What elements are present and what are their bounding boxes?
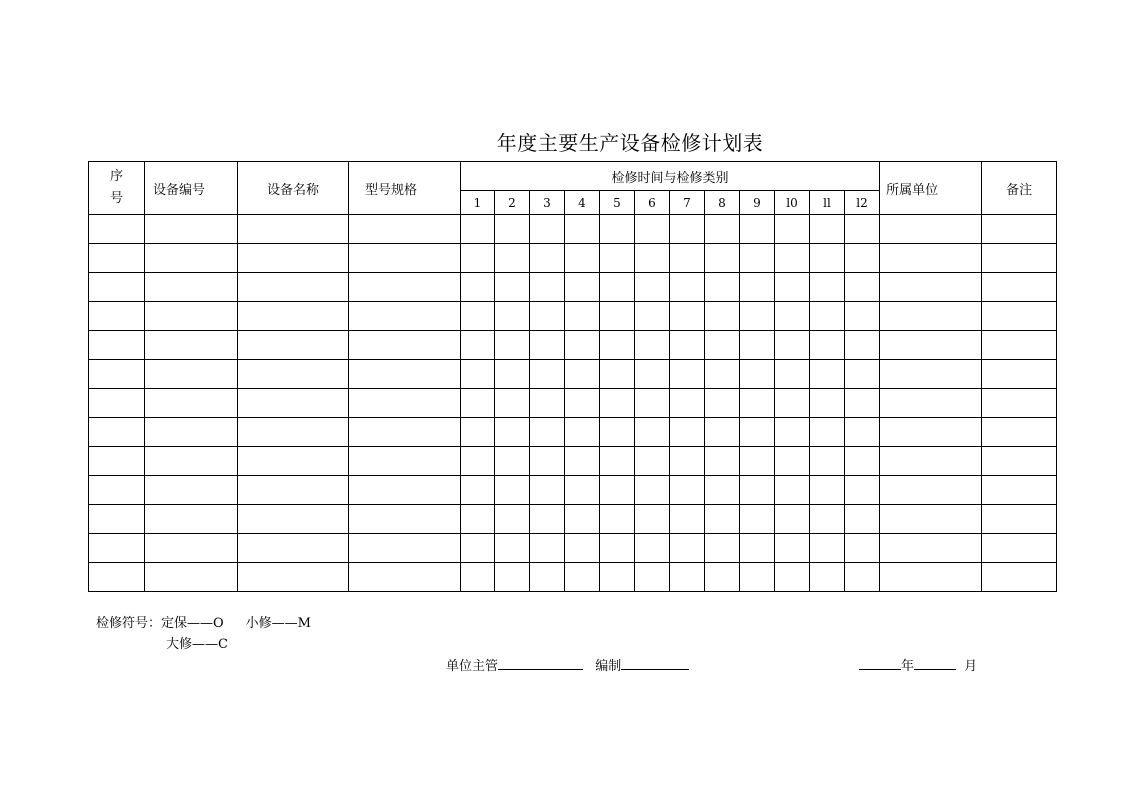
table-cell[interactable] bbox=[495, 563, 530, 592]
table-cell[interactable] bbox=[530, 302, 565, 331]
header-schedule-group: 检修时间与检修类别 bbox=[461, 162, 880, 191]
table-cell[interactable] bbox=[635, 534, 670, 563]
table-cell[interactable] bbox=[461, 505, 495, 534]
table-cell[interactable] bbox=[845, 563, 880, 592]
table-cell[interactable] bbox=[495, 447, 530, 476]
table-cell[interactable] bbox=[810, 244, 845, 273]
month-header-cell: 3 bbox=[530, 191, 565, 215]
table-cell[interactable] bbox=[880, 244, 982, 273]
table-cell[interactable] bbox=[775, 447, 810, 476]
table-cell[interactable] bbox=[775, 505, 810, 534]
table-cell[interactable] bbox=[89, 244, 145, 273]
table-cell[interactable] bbox=[810, 505, 845, 534]
table-row bbox=[89, 447, 1057, 476]
table-cell[interactable] bbox=[705, 244, 740, 273]
month-header-cell: 7 bbox=[670, 191, 705, 215]
table-cell[interactable] bbox=[775, 534, 810, 563]
table-row bbox=[89, 360, 1057, 389]
table-cell[interactable] bbox=[565, 273, 600, 302]
table-cell[interactable] bbox=[461, 418, 495, 447]
table-cell[interactable] bbox=[495, 360, 530, 389]
table-cell[interactable] bbox=[495, 244, 530, 273]
table-cell[interactable] bbox=[740, 447, 775, 476]
table-cell[interactable] bbox=[145, 215, 238, 244]
table-cell[interactable] bbox=[145, 273, 238, 302]
table-cell[interactable] bbox=[845, 418, 880, 447]
table-cell[interactable] bbox=[810, 563, 845, 592]
table-cell[interactable] bbox=[982, 563, 1057, 592]
table-cell[interactable] bbox=[810, 360, 845, 389]
month-header-cell: 1 bbox=[461, 191, 495, 215]
table-cell[interactable] bbox=[530, 447, 565, 476]
table-cell[interactable] bbox=[565, 505, 600, 534]
legend-line-1 bbox=[96, 613, 311, 634]
table-cell[interactable] bbox=[238, 505, 349, 534]
table-cell[interactable] bbox=[238, 476, 349, 505]
table-cell[interactable] bbox=[705, 389, 740, 418]
table-cell[interactable] bbox=[145, 418, 238, 447]
table-cell[interactable] bbox=[600, 273, 635, 302]
table-row bbox=[89, 476, 1057, 505]
table-cell[interactable] bbox=[705, 215, 740, 244]
table-cell[interactable] bbox=[635, 331, 670, 360]
table-cell[interactable] bbox=[705, 563, 740, 592]
table-cell[interactable] bbox=[89, 215, 145, 244]
document-title: 年度主要生产设备检修计划表 bbox=[496, 131, 764, 155]
table-cell[interactable] bbox=[810, 331, 845, 360]
table-cell[interactable] bbox=[670, 389, 705, 418]
table-cell[interactable] bbox=[705, 273, 740, 302]
table-cell[interactable] bbox=[705, 505, 740, 534]
table-cell[interactable] bbox=[670, 447, 705, 476]
table-cell[interactable] bbox=[495, 505, 530, 534]
maintenance-plan-table bbox=[88, 161, 1057, 592]
table-row bbox=[89, 244, 1057, 273]
table-cell[interactable] bbox=[495, 389, 530, 418]
table-cell[interactable] bbox=[810, 418, 845, 447]
table-cell[interactable] bbox=[89, 447, 145, 476]
editor-signature-line[interactable] bbox=[621, 655, 689, 670]
table-cell[interactable] bbox=[775, 418, 810, 447]
table-cell[interactable] bbox=[145, 563, 238, 592]
table-cell[interactable] bbox=[495, 273, 530, 302]
header-seq-label: 序号 bbox=[110, 169, 124, 206]
table-cell[interactable] bbox=[600, 447, 635, 476]
table-cell[interactable] bbox=[530, 389, 565, 418]
month-label: 月 bbox=[964, 659, 978, 674]
table-cell[interactable] bbox=[461, 244, 495, 273]
table-cell[interactable] bbox=[982, 389, 1057, 418]
supervisor-label: 单位主管 bbox=[446, 659, 499, 674]
table-cell[interactable] bbox=[880, 563, 982, 592]
table-cell[interactable] bbox=[461, 360, 495, 389]
table-cell[interactable] bbox=[880, 360, 982, 389]
table-cell[interactable] bbox=[845, 476, 880, 505]
header-unit: 所属单位 bbox=[880, 162, 982, 215]
table-cell[interactable] bbox=[635, 418, 670, 447]
table-cell[interactable] bbox=[670, 563, 705, 592]
table-cell[interactable] bbox=[705, 360, 740, 389]
table-cell[interactable] bbox=[238, 331, 349, 360]
table-cell[interactable] bbox=[635, 505, 670, 534]
table-cell[interactable] bbox=[810, 534, 845, 563]
table-cell[interactable] bbox=[145, 360, 238, 389]
table-cell[interactable] bbox=[845, 215, 880, 244]
table-row bbox=[89, 389, 1057, 418]
table-cell[interactable] bbox=[670, 244, 705, 273]
table-cell[interactable] bbox=[670, 476, 705, 505]
table-cell[interactable] bbox=[461, 389, 495, 418]
table-cell[interactable] bbox=[565, 215, 600, 244]
table-cell[interactable] bbox=[89, 331, 145, 360]
table-cell[interactable] bbox=[530, 418, 565, 447]
table-cell[interactable] bbox=[145, 389, 238, 418]
table-row bbox=[89, 534, 1057, 563]
month-header-cell: ll bbox=[810, 191, 845, 215]
month-header-cell: 2 bbox=[495, 191, 530, 215]
table-cell[interactable] bbox=[565, 302, 600, 331]
table-cell[interactable] bbox=[530, 331, 565, 360]
table-cell[interactable] bbox=[810, 273, 845, 302]
table-cell[interactable] bbox=[461, 447, 495, 476]
table-cell[interactable] bbox=[880, 302, 982, 331]
table-cell[interactable] bbox=[810, 447, 845, 476]
table-cell[interactable] bbox=[775, 244, 810, 273]
table-cell[interactable] bbox=[845, 534, 880, 563]
table-cell[interactable] bbox=[461, 563, 495, 592]
table-cell[interactable] bbox=[565, 447, 600, 476]
table-cell[interactable] bbox=[982, 244, 1057, 273]
table-cell[interactable] bbox=[495, 534, 530, 563]
table-cell[interactable] bbox=[880, 476, 982, 505]
table-cell[interactable] bbox=[635, 447, 670, 476]
month-header-cell: 9 bbox=[740, 191, 775, 215]
table-cell[interactable] bbox=[810, 389, 845, 418]
legend-routine: 检修符号：定保——O bbox=[96, 616, 224, 631]
table-cell[interactable] bbox=[705, 302, 740, 331]
table-cell[interactable] bbox=[670, 534, 705, 563]
year-label: 年 bbox=[901, 659, 915, 674]
table-cell[interactable] bbox=[145, 447, 238, 476]
header-model: 型号规格 bbox=[349, 162, 461, 215]
table-row bbox=[89, 418, 1057, 447]
table-cell[interactable] bbox=[845, 302, 880, 331]
table-cell[interactable] bbox=[845, 273, 880, 302]
table-cell[interactable] bbox=[880, 418, 982, 447]
table-cell[interactable] bbox=[89, 389, 145, 418]
table-cell[interactable] bbox=[740, 505, 775, 534]
table-cell[interactable] bbox=[635, 389, 670, 418]
table-cell[interactable] bbox=[530, 505, 565, 534]
editor-label: 编制 bbox=[595, 659, 622, 674]
table-cell[interactable] bbox=[89, 563, 145, 592]
table-cell[interactable] bbox=[89, 476, 145, 505]
table-cell[interactable] bbox=[565, 244, 600, 273]
header-remark: 备注 bbox=[982, 162, 1057, 215]
table-cell[interactable] bbox=[461, 476, 495, 505]
table-cell[interactable] bbox=[775, 360, 810, 389]
table-cell[interactable] bbox=[530, 273, 565, 302]
table-cell[interactable] bbox=[670, 215, 705, 244]
table-cell[interactable] bbox=[775, 389, 810, 418]
table-cell[interactable] bbox=[982, 302, 1057, 331]
table-cell[interactable] bbox=[740, 563, 775, 592]
table-cell[interactable] bbox=[145, 534, 238, 563]
table-row bbox=[89, 302, 1057, 331]
table-cell[interactable] bbox=[880, 273, 982, 302]
table-cell[interactable] bbox=[600, 418, 635, 447]
table-cell[interactable] bbox=[238, 534, 349, 563]
table-cell[interactable] bbox=[635, 360, 670, 389]
table-cell[interactable] bbox=[670, 302, 705, 331]
table-cell[interactable] bbox=[705, 476, 740, 505]
table-cell[interactable] bbox=[775, 563, 810, 592]
table-cell[interactable] bbox=[775, 215, 810, 244]
table-cell[interactable] bbox=[349, 418, 461, 447]
table-cell[interactable] bbox=[145, 505, 238, 534]
table-cell[interactable] bbox=[145, 476, 238, 505]
table-cell[interactable] bbox=[880, 389, 982, 418]
table-cell[interactable] bbox=[461, 331, 495, 360]
table-cell[interactable] bbox=[349, 505, 461, 534]
table-cell[interactable] bbox=[145, 331, 238, 360]
table-cell[interactable] bbox=[530, 360, 565, 389]
table-cell[interactable] bbox=[670, 360, 705, 389]
table-cell[interactable] bbox=[565, 534, 600, 563]
month-header-cell: 5 bbox=[600, 191, 635, 215]
table-cell[interactable] bbox=[349, 534, 461, 563]
table-cell[interactable] bbox=[880, 447, 982, 476]
date-block bbox=[859, 655, 977, 674]
table-row bbox=[89, 563, 1057, 592]
table-cell[interactable] bbox=[740, 476, 775, 505]
table-cell[interactable] bbox=[600, 534, 635, 563]
table-cell[interactable] bbox=[635, 244, 670, 273]
table-cell[interactable] bbox=[705, 418, 740, 447]
table-cell[interactable] bbox=[740, 273, 775, 302]
table-cell[interactable] bbox=[495, 215, 530, 244]
table-cell[interactable] bbox=[600, 476, 635, 505]
table-cell[interactable] bbox=[670, 418, 705, 447]
table-cell[interactable] bbox=[670, 273, 705, 302]
table-cell[interactable] bbox=[238, 302, 349, 331]
table-cell[interactable] bbox=[845, 244, 880, 273]
table-cell[interactable] bbox=[349, 302, 461, 331]
table-cell[interactable] bbox=[880, 215, 982, 244]
table-cell[interactable] bbox=[705, 447, 740, 476]
table-cell[interactable] bbox=[845, 447, 880, 476]
month-header-cell: 6 bbox=[635, 191, 670, 215]
legend-major: 大修——C bbox=[166, 637, 228, 652]
table-cell[interactable] bbox=[495, 302, 530, 331]
table-cell[interactable] bbox=[461, 273, 495, 302]
table-cell[interactable] bbox=[845, 505, 880, 534]
table-cell[interactable] bbox=[565, 331, 600, 360]
table-cell[interactable] bbox=[238, 244, 349, 273]
table-cell[interactable] bbox=[775, 273, 810, 302]
table-cell[interactable] bbox=[530, 244, 565, 273]
table-cell[interactable] bbox=[238, 360, 349, 389]
month-header-cell: 4 bbox=[565, 191, 600, 215]
table-cell[interactable] bbox=[238, 418, 349, 447]
table-cell[interactable] bbox=[845, 331, 880, 360]
table-cell[interactable] bbox=[565, 563, 600, 592]
table-cell[interactable] bbox=[810, 476, 845, 505]
month-header-cell: 8 bbox=[705, 191, 740, 215]
table-cell[interactable] bbox=[740, 331, 775, 360]
table-cell[interactable] bbox=[740, 360, 775, 389]
table-row bbox=[89, 331, 1057, 360]
table-cell[interactable] bbox=[740, 302, 775, 331]
supervisor-signature-line[interactable] bbox=[498, 655, 583, 670]
table-cell[interactable] bbox=[880, 534, 982, 563]
table-cell[interactable] bbox=[982, 505, 1057, 534]
table-cell[interactable] bbox=[349, 273, 461, 302]
table-cell[interactable] bbox=[600, 360, 635, 389]
table-cell[interactable] bbox=[495, 331, 530, 360]
table-cell[interactable] bbox=[349, 360, 461, 389]
table-cell[interactable] bbox=[705, 331, 740, 360]
table-cell[interactable] bbox=[89, 534, 145, 563]
table-cell[interactable] bbox=[600, 331, 635, 360]
legend bbox=[96, 613, 311, 655]
table-cell[interactable] bbox=[461, 534, 495, 563]
table-cell[interactable] bbox=[600, 302, 635, 331]
table-cell[interactable] bbox=[740, 418, 775, 447]
table-cell[interactable] bbox=[635, 273, 670, 302]
table-row bbox=[89, 505, 1057, 534]
table-cell[interactable] bbox=[635, 302, 670, 331]
table-cell[interactable] bbox=[89, 360, 145, 389]
header-equip-no: 设备编号 bbox=[145, 162, 238, 215]
table-cell[interactable] bbox=[600, 215, 635, 244]
table-cell[interactable] bbox=[238, 215, 349, 244]
month-header-cell: l2 bbox=[845, 191, 880, 215]
table-cell[interactable] bbox=[349, 447, 461, 476]
month-header-cell: l0 bbox=[775, 191, 810, 215]
table-cell[interactable] bbox=[530, 563, 565, 592]
table-row bbox=[89, 273, 1057, 302]
table-body bbox=[89, 215, 1057, 592]
table-cell[interactable] bbox=[565, 418, 600, 447]
table-cell[interactable] bbox=[349, 563, 461, 592]
table-cell[interactable] bbox=[349, 389, 461, 418]
table-cell[interactable] bbox=[89, 302, 145, 331]
legend-minor: 小修——M bbox=[245, 616, 311, 631]
table-cell[interactable] bbox=[530, 215, 565, 244]
table-cell[interactable] bbox=[982, 447, 1057, 476]
table-cell[interactable] bbox=[238, 389, 349, 418]
table-cell[interactable] bbox=[349, 476, 461, 505]
table-cell[interactable] bbox=[740, 215, 775, 244]
table-cell[interactable] bbox=[238, 563, 349, 592]
table-cell[interactable] bbox=[845, 389, 880, 418]
table-cell[interactable] bbox=[349, 215, 461, 244]
table-cell[interactable] bbox=[982, 418, 1057, 447]
table-cell[interactable] bbox=[461, 215, 495, 244]
year-line[interactable] bbox=[859, 655, 901, 670]
table-cell[interactable] bbox=[810, 302, 845, 331]
table-cell[interactable] bbox=[982, 360, 1057, 389]
table-cell[interactable] bbox=[349, 244, 461, 273]
signature-block bbox=[446, 655, 689, 674]
table-cell[interactable] bbox=[982, 534, 1057, 563]
table-cell[interactable] bbox=[89, 505, 145, 534]
table-cell[interactable] bbox=[705, 534, 740, 563]
table-cell[interactable] bbox=[635, 476, 670, 505]
table-cell[interactable] bbox=[880, 505, 982, 534]
table-cell[interactable] bbox=[635, 563, 670, 592]
table-cell[interactable] bbox=[600, 244, 635, 273]
table-cell[interactable] bbox=[600, 563, 635, 592]
table-cell[interactable] bbox=[461, 302, 495, 331]
table-cell[interactable] bbox=[845, 360, 880, 389]
table-cell[interactable] bbox=[565, 360, 600, 389]
table-cell[interactable] bbox=[982, 215, 1057, 244]
table-cell[interactable] bbox=[565, 389, 600, 418]
table-cell[interactable] bbox=[775, 476, 810, 505]
table-cell[interactable] bbox=[495, 418, 530, 447]
month-line[interactable] bbox=[914, 655, 956, 670]
table-cell[interactable] bbox=[810, 215, 845, 244]
table-cell[interactable] bbox=[495, 476, 530, 505]
table-row bbox=[89, 215, 1057, 244]
table-cell[interactable] bbox=[880, 331, 982, 360]
table-cell[interactable] bbox=[740, 534, 775, 563]
table-cell[interactable] bbox=[740, 244, 775, 273]
header-seq bbox=[89, 162, 145, 215]
table-cell[interactable] bbox=[740, 389, 775, 418]
table-cell[interactable] bbox=[670, 331, 705, 360]
table-cell[interactable] bbox=[565, 476, 600, 505]
table-cell[interactable] bbox=[775, 331, 810, 360]
table-cell[interactable] bbox=[349, 331, 461, 360]
table-cell[interactable] bbox=[89, 273, 145, 302]
table-cell[interactable] bbox=[982, 273, 1057, 302]
table-cell[interactable] bbox=[982, 476, 1057, 505]
header-equip-name: 设备名称 bbox=[238, 162, 349, 215]
table-cell[interactable] bbox=[530, 476, 565, 505]
table-cell[interactable] bbox=[238, 273, 349, 302]
table-cell[interactable] bbox=[530, 534, 565, 563]
table-cell[interactable] bbox=[238, 447, 349, 476]
table-cell[interactable] bbox=[89, 418, 145, 447]
table-cell[interactable] bbox=[145, 302, 238, 331]
table-cell[interactable] bbox=[600, 505, 635, 534]
table-cell[interactable] bbox=[635, 215, 670, 244]
table-cell[interactable] bbox=[670, 505, 705, 534]
table-cell[interactable] bbox=[600, 389, 635, 418]
table-cell[interactable] bbox=[145, 244, 238, 273]
table-cell[interactable] bbox=[982, 331, 1057, 360]
table-cell[interactable] bbox=[775, 302, 810, 331]
